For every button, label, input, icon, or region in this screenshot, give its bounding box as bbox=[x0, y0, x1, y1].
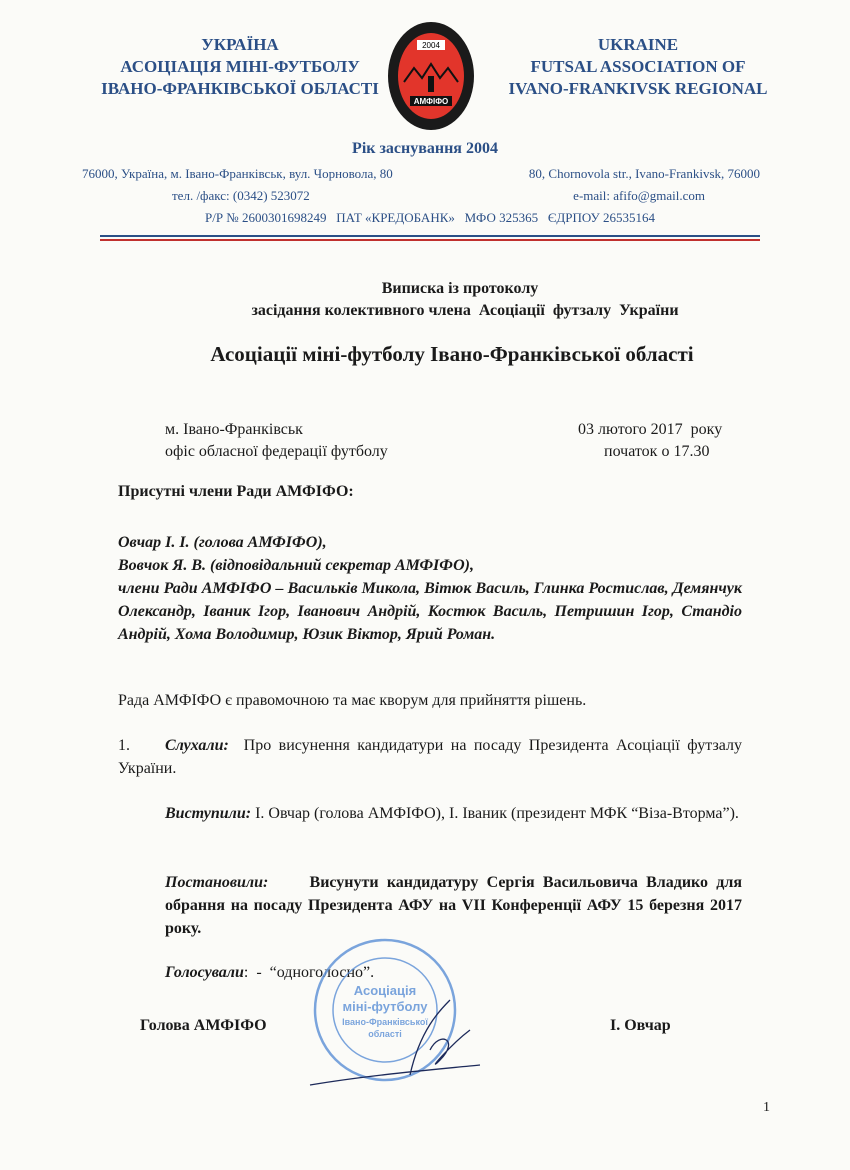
quorum-statement: Рада АМФІФО є правомочною та має кворум для прийняття рішень. bbox=[118, 692, 587, 709]
document-title: Асоціації міні-футболу Івано-Франківської області bbox=[210, 342, 694, 366]
signer-title: Голова АМФІФО bbox=[140, 1017, 267, 1034]
svg-text:2004: 2004 bbox=[422, 41, 440, 50]
spoke-text: І. Овчар (голова АМФІФО), І. Іваник (президент МФК “Віза-Вторма”). bbox=[255, 805, 739, 822]
country-ua: УКРАЇНА bbox=[201, 35, 279, 54]
city: м. Івано-Франківськ bbox=[165, 421, 303, 438]
org-name-en-1: FUTSAL ASSOCIATION OF bbox=[530, 57, 746, 76]
spoke-label: Виступили: bbox=[165, 805, 252, 822]
member-secretary: Вовчок Я. В. (відповідальний секретар АМФІФО), bbox=[118, 557, 474, 574]
meeting-date: 03 лютого 2017 року bbox=[578, 421, 723, 438]
heard-text: Про висунення кандидатури на посаду Президента Асоціації футзалу України. bbox=[118, 737, 743, 777]
svg-text:Асоціація: Асоціація bbox=[353, 983, 417, 998]
agenda-item-1 bbox=[118, 734, 742, 780]
email: e-mail: afifo@gmail.com bbox=[573, 188, 705, 203]
signer-name: І. Овчар bbox=[610, 1017, 671, 1034]
country-en: UKRAINE bbox=[597, 35, 679, 54]
svg-text:АМФІФО: АМФІФО bbox=[413, 97, 449, 106]
divider-blue bbox=[100, 235, 760, 237]
signature bbox=[290, 990, 490, 1110]
resolved-section bbox=[165, 871, 742, 940]
spoke-section bbox=[165, 802, 742, 825]
letterhead-right bbox=[509, 34, 768, 100]
amfifo-logo bbox=[386, 20, 476, 132]
address-ua: 76000, Україна, м. Івано-Франківськ, вул. Чорновола, 80 bbox=[82, 166, 393, 181]
resolved-text: Висунути кандидатуру Сергія Васильовича Владико для обрання на посаду Президента АФУ на VII Конференції АФУ 15 березня 2017 року. bbox=[165, 874, 742, 937]
address-en: 80, Chornovola str., Ivano-Frankivsk, 76000 bbox=[528, 166, 760, 181]
org-name-ua-2: ІВАНО-ФРАНКІВСЬКОЇ ОБЛАСТІ bbox=[101, 79, 379, 98]
org-name-en-2: IVANO-FRANKIVSK REGIONAL bbox=[508, 79, 768, 98]
council-members: члени Ради АМФІФО – Васильків Микола, Вітюк Василь, Глинка Ростислав, Демянчук Олександр, Іваник Ігор, Іванович Андрій, Костюк Василь, Петришин Ігор, Стандіо Андрій, Хома Володимир, Юзик Віктор, Ярий Роман. bbox=[118, 580, 742, 643]
heard-label: Слухали: bbox=[165, 737, 229, 754]
svg-text:області: області bbox=[368, 1029, 402, 1039]
meeting-place: офіс обласної федерації футболу bbox=[165, 443, 388, 460]
svg-text:міні-футболу: міні-футболу bbox=[342, 999, 428, 1014]
founded-year: Рік заснування 2004 bbox=[352, 140, 498, 157]
heading-meeting: засідання колективного члена Асоціації футзалу України bbox=[251, 302, 679, 319]
letterhead-left bbox=[101, 34, 379, 100]
members-list bbox=[118, 531, 742, 646]
divider-red bbox=[100, 239, 760, 241]
bank-details: Р/Р № 2600301698249 ПАТ «КРЕДОБАНК» МФО 325365 ЄДРПОУ 26535164 bbox=[204, 210, 656, 225]
page-number: 1 bbox=[763, 1100, 770, 1115]
voted-text: : - “одноголосно”. bbox=[243, 964, 375, 981]
member-chair: Овчар І. І. (голова АМФІФО), bbox=[118, 534, 327, 551]
phone: тел. /факс: (0342) 523072 bbox=[172, 188, 310, 203]
org-name-ua-1: АСОЦІАЦІЯ МІНІ-ФУТБОЛУ bbox=[120, 57, 360, 76]
item-number: 1. bbox=[118, 737, 130, 754]
voted-label: Голосували bbox=[165, 964, 244, 981]
svg-text:Івано-Франківської: Івано-Франківської bbox=[342, 1017, 428, 1027]
resolved-label: Постановили: bbox=[165, 874, 269, 891]
heading-extract: Виписка із протоколу bbox=[381, 280, 539, 297]
start-time: початок о 17.30 bbox=[604, 443, 710, 460]
present-label: Присутні члени Ради АМФІФО: bbox=[118, 483, 354, 500]
